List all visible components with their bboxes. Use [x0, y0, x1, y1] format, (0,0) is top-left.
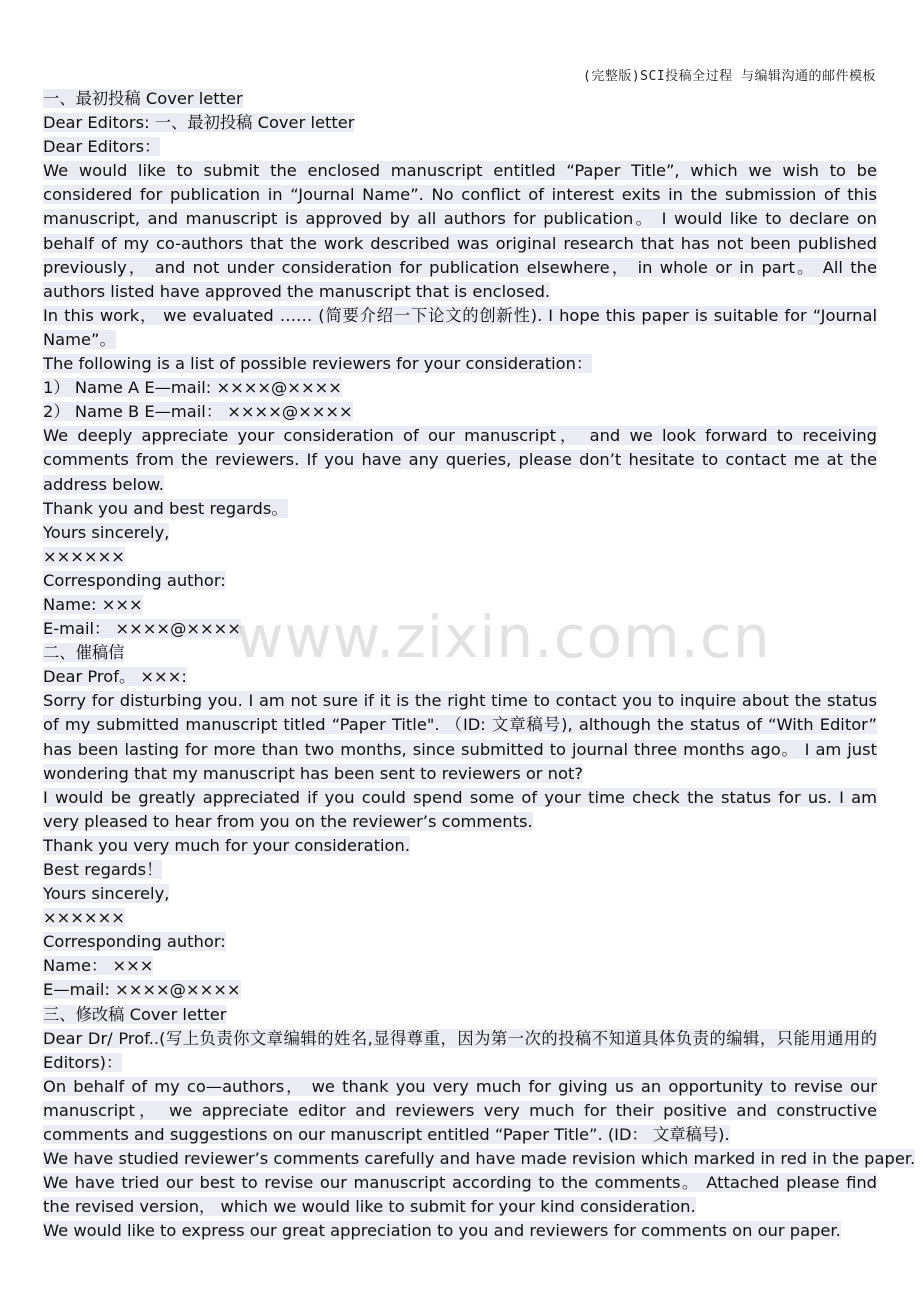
text-content: Name: ××× [43, 594, 143, 614]
text-line [43, 617, 877, 641]
paragraph [43, 1075, 877, 1147]
text-line [43, 882, 877, 906]
text-content: 三、修改稿 Cover letter [43, 1004, 227, 1024]
text-line [43, 111, 877, 135]
text-line [43, 521, 877, 545]
paragraph [43, 424, 877, 496]
text-content: We would like to submit the enclosed manuscript entitled “Paper Title”, which we wish to be considered for publication in “Journal Name”. No conflict of interest exits in the submission of this manuscript, and manuscript is approved by all authors for publication。 I would like to declare on behalf of my co-authors that the work described was original research that has not been published previously， and not under consideration for publication elsewhere， in whole or in part。 All the authors listed have approved the manuscript that is enclosed. [43, 161, 877, 301]
paragraph [43, 159, 877, 304]
text-line [43, 569, 877, 593]
text-content: The following is a list of possible reviewers for your consideration： [43, 354, 593, 374]
text-content: ×××××× [43, 908, 125, 928]
text-content: Yours sincerely, [43, 884, 170, 904]
text-line [43, 497, 877, 521]
text-content: On behalf of my co—authors， we thank you very much for giving us an opportunity to revise our manuscript， we appreciate editor and reviewers very much for their positive and constructive comments and suggestions on our manuscript entitled “Paper Title”. (ID： 文章稿号). [43, 1076, 877, 1145]
text-line [43, 376, 877, 400]
text-content: Dear Prof。 ×××: [43, 667, 187, 687]
text-content: Name： ××× [43, 956, 154, 976]
text-content: ×××××× [43, 546, 125, 566]
text-content: We have studied reviewer’s comments carefully and have made revision which marked in red in the paper. [43, 1149, 916, 1169]
text-line [43, 400, 877, 424]
text-content: 一、最初投稿 Cover letter [43, 89, 243, 108]
text-line [43, 1003, 877, 1027]
paragraph [43, 1171, 877, 1219]
page-header: (完整版)SCI投稿全过程 与编辑沟通的邮件模板 [583, 69, 876, 84]
paragraph [43, 304, 877, 352]
text-content: We deeply appreciate your consideration of our manuscript， and we look forward to receiving comments from the reviewers. If you have any queries, please don’t hesitate to contact me at the address below. [43, 426, 877, 494]
text-line [43, 858, 877, 882]
text-content: Thank you very much for your consideration. [43, 835, 411, 855]
text-content: 1） Name A E—mail: ××××@×××× [43, 378, 342, 398]
text-content: Corresponding author: [43, 570, 226, 590]
text-content: Thank you and best regards。 [43, 498, 288, 518]
text-line [43, 593, 877, 617]
text-line [43, 545, 877, 569]
text-content: We have tried our best to revise our manuscript according to the comments。 Attached please find the revised version， which we would like to submit for your kind consideration. [43, 1173, 877, 1217]
text-line [43, 978, 877, 1002]
text-content: Yours sincerely, [43, 522, 170, 542]
paragraph [43, 786, 877, 834]
text-line [43, 954, 877, 978]
text-content: In this work， we evaluated …… (简要介绍一下论文的创新性). I hope this paper is suitable for “Journal Name”。 [43, 305, 877, 349]
document-body [43, 87, 916, 1244]
paragraph [43, 1027, 877, 1075]
text-content: I would be greatly appreciated if you could spend some of your time check the status for us. I am very pleased to hear from you on the reviewer’s comments. [43, 787, 877, 831]
text-content: Dear Dr/ Prof..(写上负责你文章编辑的姓名,显得尊重，因为第一次的投稿不知道具体负责的编辑，只能用通用的 Editors)： [43, 1028, 877, 1072]
text-content: Dear Editors： [43, 137, 161, 157]
text-content: We would like to express our great appreciation to you and reviewers for comments on our paper. [43, 1221, 841, 1241]
text-content: E-mail： ××××@×××× [43, 619, 241, 639]
text-content: 2） Name B E—mail： ××××@×××× [43, 402, 353, 422]
text-line [43, 87, 877, 111]
text-line [43, 135, 877, 159]
text-line [43, 665, 877, 689]
text-content: Best regards！ [43, 860, 163, 879]
text-content: Dear Editors: 一、最初投稿 Cover letter [43, 113, 355, 133]
text-line [43, 834, 877, 858]
text-content: 二、催稿信 [43, 643, 125, 663]
watermark: www.zixin.com.cn [236, 603, 771, 671]
text-line [43, 1147, 916, 1171]
text-line [43, 641, 877, 665]
text-line [43, 930, 877, 954]
paragraph [43, 689, 877, 785]
paragraph [43, 1219, 877, 1243]
text-content: Sorry for disturbing you. I am not sure if it is the right time to contact you to inquire about the status of my submitted manuscript titled “Paper Title". （ID: 文章稿号), although the status of “With Editor” has been lasting for more than two months, since submitted to journal three months ago。 I am just wondering that my manuscript has been sent to reviewers or not? [43, 691, 877, 783]
text-content: E—mail: ××××@×××× [43, 980, 241, 1000]
text-content: Corresponding author: [43, 932, 226, 952]
text-line [43, 906, 877, 930]
text-line [43, 352, 877, 376]
